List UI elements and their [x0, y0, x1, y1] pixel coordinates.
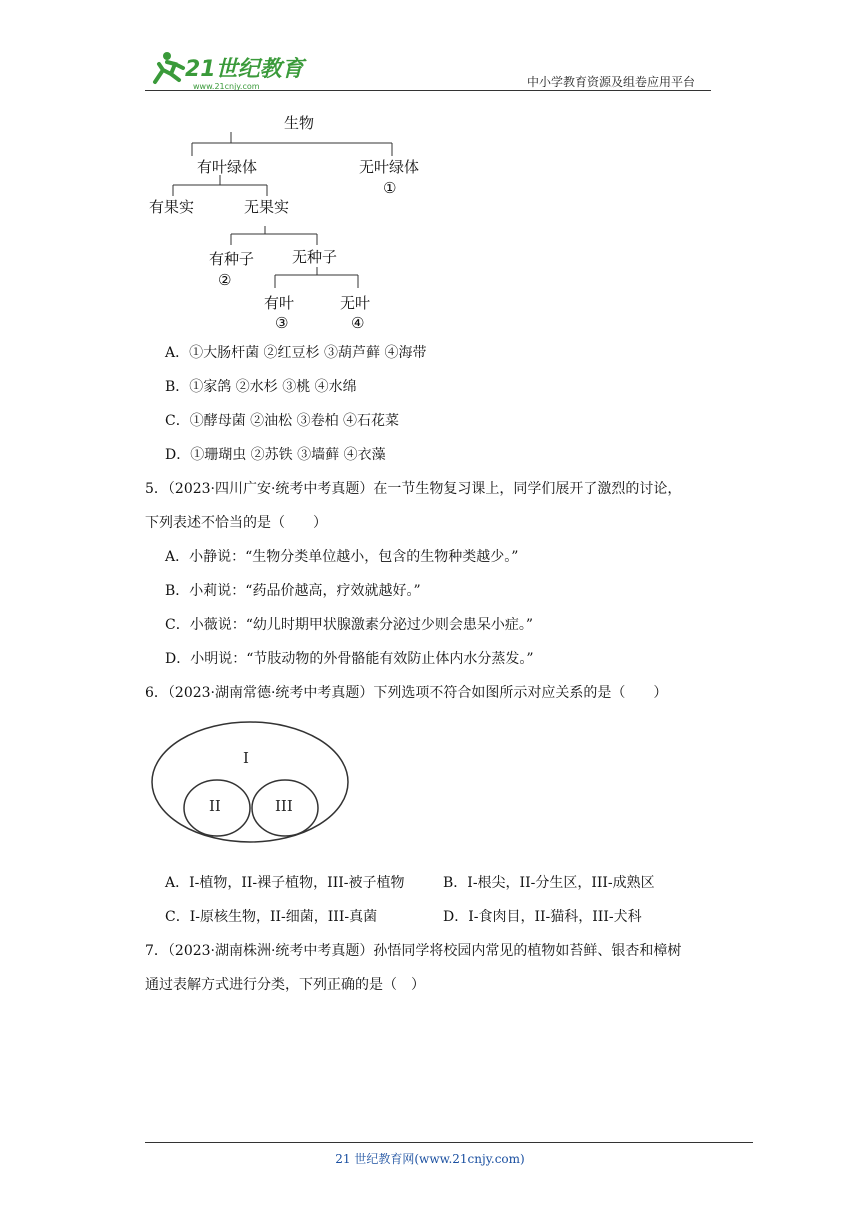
- classification-tree: [140, 108, 440, 333]
- q5-option-b: B．小莉说：“药品价越高，疗效就越好。”: [165, 583, 421, 599]
- q4-option-b: B．①家鸽 ②水杉 ③桃 ④水绵: [165, 379, 357, 395]
- q5-stem-line2: 下列表述不恰当的是（ ）: [145, 515, 327, 531]
- q5-option-a: A．小静说：“生物分类单位越小，包含的生物种类越少。”: [165, 549, 519, 565]
- venn-outer-set: [152, 722, 348, 842]
- q4-option-c: C．①酵母菌 ②油松 ③卷柏 ④石花菜: [165, 413, 400, 429]
- footer-link[interactable]: 21 世纪教育网(www.21cnjy.com): [335, 1152, 525, 1166]
- tree-has-leaf: 有叶: [264, 294, 295, 312]
- tree-mark-4: ④: [351, 314, 365, 332]
- header-divider: [145, 90, 711, 91]
- q6-option-a: A．I-植物，II-裸子植物，III-被子植物: [165, 875, 405, 891]
- q7-stem-line1: 7．（2023·湖南株洲·统考中考真题）孙悟同学将校园内常见的植物如苔鲜、银杏和樟树: [145, 943, 682, 959]
- tree-root: 生物: [284, 114, 315, 132]
- tree-has-fruit: 有果实: [149, 198, 195, 216]
- venn-diagram: [148, 718, 358, 848]
- q4-option-d: D．①珊瑚虫 ②苏铁 ③墙藓 ④衣藻: [165, 447, 386, 463]
- venn-label-left: II: [209, 797, 221, 815]
- tree-mark-2: ②: [218, 271, 232, 289]
- tree-mark-3: ③: [275, 314, 289, 332]
- q5-option-d: D．小明说：“节肢动物的外骨骼能有效防止体内水分蒸发。”: [165, 651, 534, 667]
- platform-tagline: 中小学教育资源及组卷应用平台: [527, 75, 696, 89]
- q6-option-b: B．I-根尖，II-分生区，III-成熟区: [443, 875, 655, 891]
- q6-option-d: D．I-食肉目，II-猫科，III-犬科: [443, 909, 642, 925]
- q7-stem-line2: 通过表解方式进行分类，下列正确的是（ ）: [145, 977, 425, 993]
- venn-label-right: III: [275, 797, 293, 815]
- logo-url: www.21cnjy.com: [193, 82, 260, 91]
- tree-no-chloroplast: 无叶绿体: [359, 158, 420, 176]
- runner-icon: [155, 52, 183, 82]
- q6-stem: 6．（2023·湖南常德·统考中考真题）下列选项不符合如图所示对应关系的是（ ）: [145, 685, 668, 701]
- q5-stem-line1: 5．（2023·四川广安·统考中考真题）在一节生物复习课上，同学们展开了激烈的讨论，: [145, 481, 682, 497]
- q4-option-a: A．①大肠杆菌 ②红豆杉 ③葫芦藓 ④海带: [165, 345, 427, 361]
- venn-label-outer: I: [243, 749, 249, 767]
- tree-no-seed: 无种子: [292, 248, 338, 266]
- q5-option-c: C．小薇说：“幼儿时期甲状腺激素分泌过少则会患呆小症。”: [165, 617, 534, 633]
- logo-text: 21世纪教育: [185, 57, 304, 82]
- tree-has-chloroplast: 有叶绿体: [197, 158, 258, 176]
- tree-has-seed: 有种子: [209, 250, 255, 268]
- site-logo: [145, 44, 315, 94]
- footer-divider: [145, 1142, 753, 1143]
- q6-option-c: C．I-原核生物，II-细菌，III-真菌: [165, 909, 378, 925]
- tree-mark-1: ①: [383, 179, 397, 197]
- tree-no-fruit: 无果实: [244, 198, 290, 216]
- tree-no-leaf: 无叶: [340, 294, 371, 312]
